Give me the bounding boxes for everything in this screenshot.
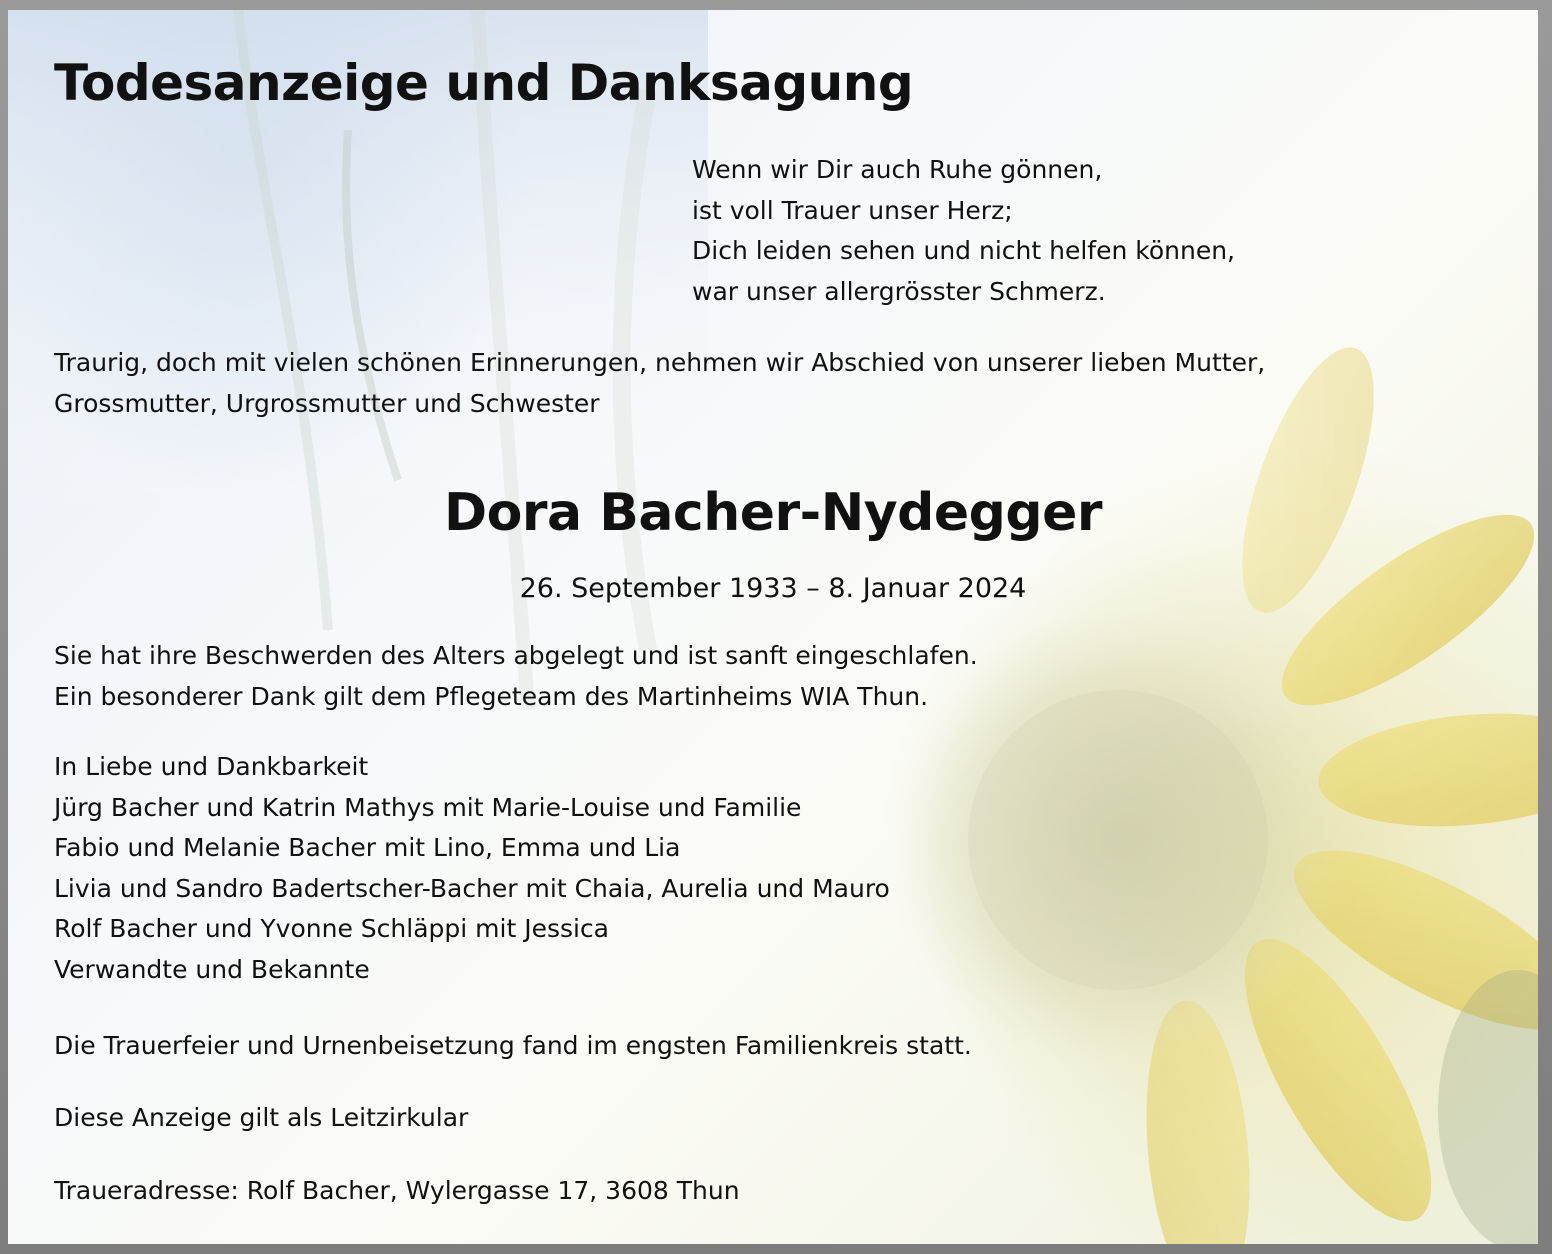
- deceased-name: Dora Bacher-Nydegger: [443, 483, 1103, 543]
- thanks-paragraph: [54, 636, 978, 717]
- mourners-line: Rolf Bacher und Yvonne Schläppi mit Jessica: [54, 914, 610, 944]
- thanks-line: Ein besonderer Dank gilt dem Pflegeteam des Martinheims WIA Thun.: [54, 681, 929, 711]
- poem-line: Dich leiden sehen und nicht helfen können,: [692, 236, 1235, 266]
- mourners-list: [54, 747, 890, 991]
- life-dates: 26. September 1933 – 8. Januar 2024: [519, 573, 1027, 604]
- intro-paragraph: [54, 343, 1265, 424]
- poem-verse: [692, 150, 1235, 312]
- notice-heading: Todesanzeige und Danksagung: [54, 54, 914, 112]
- mourners-line: Verwandte und Bekannte: [54, 954, 370, 984]
- mourners-line: In Liebe und Dankbarkeit: [54, 752, 369, 781]
- mourning-address: Traueradresse: Rolf Bacher, Wylergasse 17, 3608 Thun: [54, 1176, 740, 1205]
- poem-line: war unser allergrösster Schmerz.: [692, 276, 1106, 306]
- notice-content: [8, 10, 1538, 1244]
- circular-note: Diese Anzeige gilt als Leitzirkular: [54, 1103, 469, 1132]
- ceremony-note: Die Trauerfeier und Urnenbeisetzung fand im engsten Familienkreis statt.: [54, 1031, 972, 1060]
- poem-line: ist voll Trauer unser Herz;: [692, 195, 1013, 225]
- intro-line: Traurig, doch mit vielen schönen Erinnerungen, nehmen wir Abschied von unserer lieben Mutter,: [54, 348, 1266, 377]
- obituary-notice: [8, 10, 1538, 1244]
- mourners-line: Livia und Sandro Badertscher-Bacher mit Chaia, Aurelia und Mauro: [54, 873, 890, 903]
- thanks-line: Sie hat ihre Beschwerden des Alters abgelegt und ist sanft eingeschlafen.: [54, 641, 978, 670]
- intro-line: Grossmutter, Urgrossmutter und Schwester: [54, 388, 600, 418]
- poem-line: Wenn wir Dir auch Ruhe gönnen,: [692, 155, 1103, 184]
- mourners-line: Fabio und Melanie Bacher mit Lino, Emma und Lia: [54, 833, 681, 863]
- mourners-line: Jürg Bacher und Katrin Mathys mit Marie-Louise und Familie: [54, 792, 802, 822]
